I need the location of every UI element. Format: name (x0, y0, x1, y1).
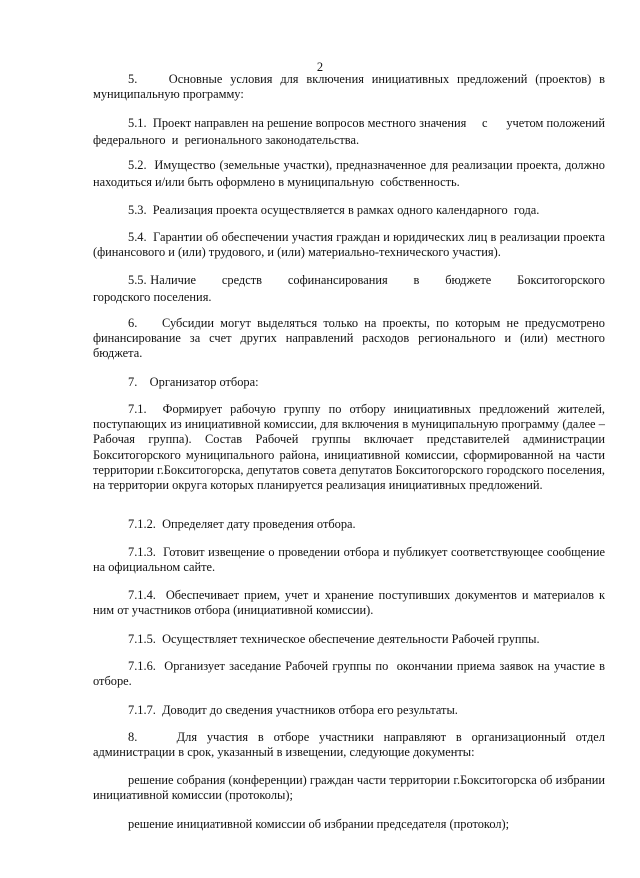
list-item-decision-commission: решение инициативной комиссии об избрании председателя (протокол); (128, 817, 510, 831)
paragraph-5-2: 5.2. Имущество (земельные участки), предназначенное для реализации проекта, должно находиться и/или быть оформлено в муниципальную собственность. (93, 158, 605, 189)
paragraph-7-1-2: 7.1.2. Определяет дату проведения отбора. (128, 517, 356, 531)
paragraph-5-4: 5.4. Гарантии об обеспечении участия граждан и юридических лиц в реализации проекта (финансового и (или) трудового, и (или) материально-технического участия). (93, 230, 605, 260)
paragraph-5-5: 5.5. Наличие средств софинансирования в бюджете Бокситогорского городского поселения. (93, 273, 605, 304)
paragraph-7-1: 7.1. Формирует рабочую группу по отбору инициативных предложений жителей, поступающих из инициативной комиссии, для включения в муниципальную программу (далее – Рабочая группа). Состав Рабочей группы включает представителей администрации Бокситогорского муниципального района, инициативной комиссии, сформированной на части территории г.Бокситогорска, депутатов совета депутатов Бокситогорского городского поселения, на территории округа которых планируется реализация инициативных предложений. (93, 402, 605, 493)
paragraph-6: 6. Субсидии могут выделяться только на проекты, по которым не предусмотрено финансирование за счет других направлений расходов регионального и (или) местного бюджета. (93, 316, 605, 361)
paragraph-7-1-7: 7.1.7. Доводит до сведения участников отбора его результаты. (128, 703, 458, 717)
paragraph-7-1-3: 7.1.3. Готовит извещение о проведении отбора и публикует соответствующее сообщение на официальном сайте. (93, 545, 605, 575)
paragraph-5-3: 5.3. Реализация проекта осуществляется в рамках одного календарного года. (128, 203, 540, 217)
paragraph-8: 8. Для участия в отборе участники направляют в организационный отдел администрации в срок, указанный в извещении, следующие документы: (93, 730, 605, 760)
paragraph-5: 5. Основные условия для включения инициативных предложений (проектов) в муниципальную программу: (93, 72, 605, 102)
page-number: 2 (316, 60, 324, 74)
paragraph-5-1: 5.1. Проект направлен на решение вопросов местного значения с учетом положений федерального и регионального законодательства. (93, 116, 605, 147)
paragraph-7-1-5: 7.1.5. Осуществляет техническое обеспечение деятельности Рабочей группы. (128, 632, 540, 646)
paragraph-7-1-6: 7.1.6. Организует заседание Рабочей группы по окончании приема заявок на участие в отборе. (93, 659, 605, 689)
list-item-decision-assembly: решение собрания (конференции) граждан части территории г.Бокситогорска об избрании инициативной комиссии (протоколы); (93, 773, 605, 803)
paragraph-7-1-4: 7.1.4. Обеспечивает прием, учет и хранение поступивших документов и материалов к ним от участников отбора (инициативной комиссии). (93, 588, 605, 618)
paragraph-7: 7. Организатор отбора: (128, 375, 259, 389)
